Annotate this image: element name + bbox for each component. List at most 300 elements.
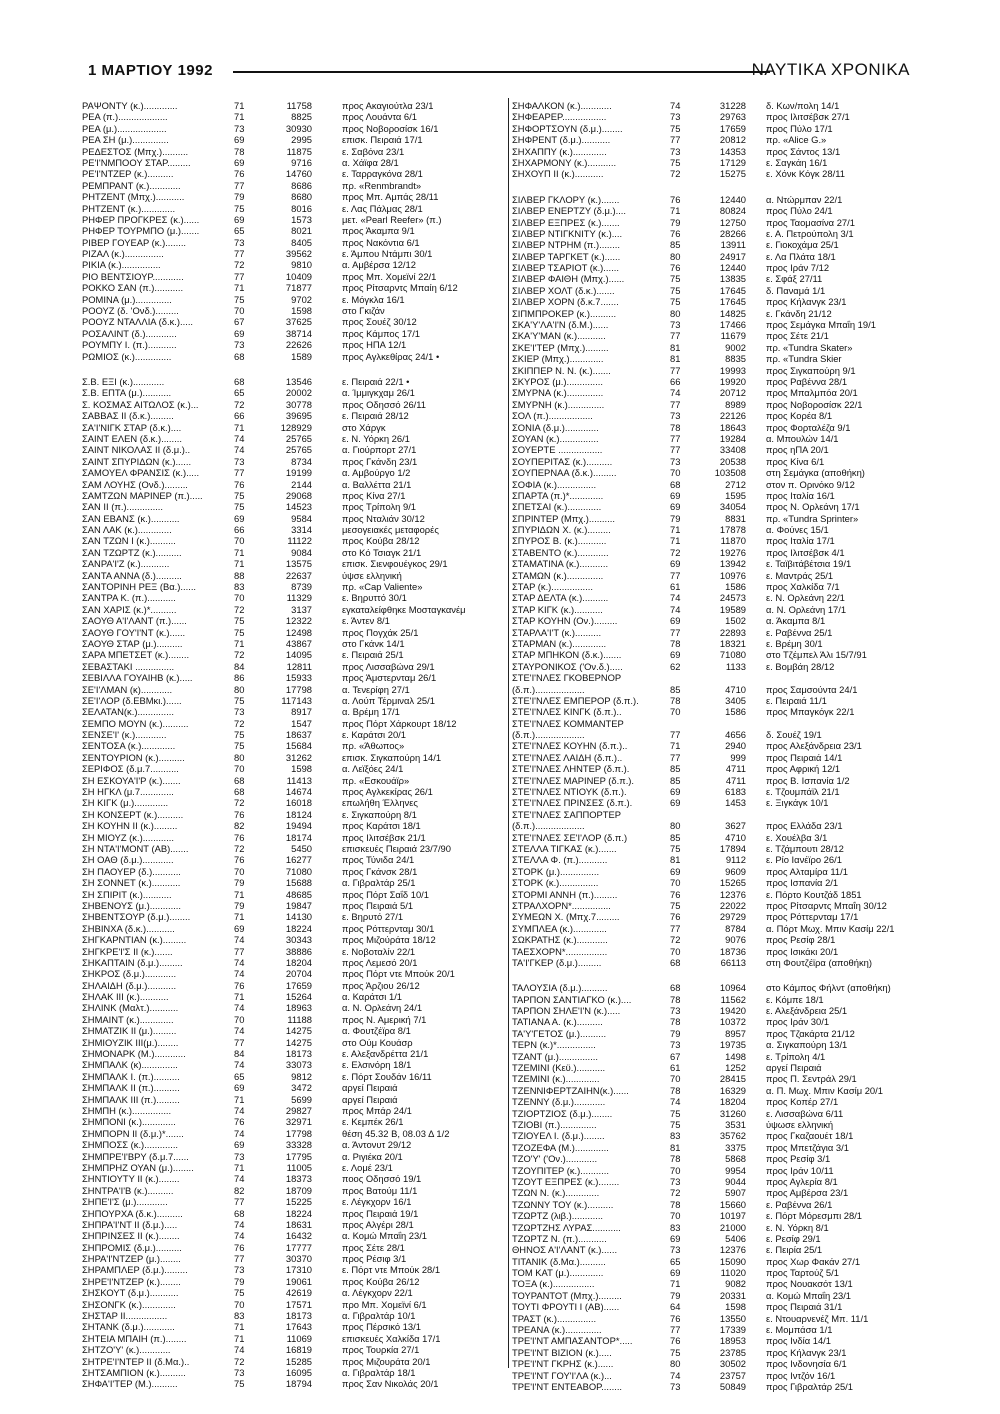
build-year: 72 <box>670 546 681 558</box>
tonnage: 10197 <box>719 1210 746 1222</box>
ship-name: ΤΖΕΝΝΥ (δ.μ.)............ <box>512 1096 606 1108</box>
position-note: ε. Μόγκλα 16/1 <box>342 293 405 305</box>
ship-name: ΣΕΜΠΟ ΜΟΥΝ (κ.).......... <box>82 717 189 729</box>
ship-name: (δ.π.)................... <box>512 683 585 695</box>
ship-row <box>512 1256 930 1267</box>
ship-row <box>82 661 502 672</box>
tonnage: 11005 <box>286 1161 312 1173</box>
ship-name: ΡΕΜΠΡΑΝΤ (κ.)............ <box>82 179 181 191</box>
tonnage: 38886 <box>285 945 312 957</box>
ship-row <box>82 123 502 134</box>
tonnage: 23785 <box>719 1346 746 1358</box>
build-year: 70 <box>234 1298 245 1310</box>
position-note: ε. Ρεσίφ 29/1 <box>766 1232 821 1244</box>
tonnage: 19420 <box>719 1005 746 1017</box>
left-column <box>82 100 502 1390</box>
ship-name: ΣΙΛΒΕΡ ΧΟΡΝ (δ.κ.7....... <box>512 296 619 308</box>
tonnage: 15660 <box>719 1198 746 1210</box>
ship-name: ΣΤΕ'Ι'ΝΛΕΣ ΝΤΙΟΥΚ (δ.π.). <box>512 786 627 798</box>
ship-row <box>512 832 930 843</box>
tonnage: 50849 <box>719 1380 746 1392</box>
build-year: 71 <box>234 111 245 123</box>
ship-row <box>512 1062 930 1073</box>
ship-row <box>82 980 502 991</box>
build-year: 76 <box>234 854 245 866</box>
ship-name: ΣΗΣΟΝΓΚ (κ.)............. <box>82 1298 176 1310</box>
position-note: προς Σέτε 28/1 <box>342 1241 405 1253</box>
build-year: 79 <box>234 877 245 889</box>
position-note: προς Ιλιτσέβσκ 4/1 <box>766 546 845 558</box>
tonnage: 15684 <box>285 740 312 752</box>
tonnage: 9076 <box>725 934 746 946</box>
ship-name: ΣΤΡΑΛΧΟΡΝ*............... <box>512 899 611 911</box>
ship-row <box>82 1173 502 1184</box>
tonnage: 18631 <box>285 1218 312 1230</box>
ship-name: ΣΑΜ ΛΟΥΗΣ (Ονδ.)......... <box>82 478 188 490</box>
position-note: ε. Σαβόνα 23/1 <box>342 145 405 157</box>
ship-name: ΣΙΠΜΠΡΟΚΕΡ (κ.).......... <box>512 307 617 319</box>
tonnage: 9584 <box>291 512 312 524</box>
build-year: 76 <box>234 808 245 820</box>
ship-name: ΣΗ ΠΑΟΥΕΡ (δ.)........... <box>82 865 181 877</box>
ship-name: ΣΑ'Ι'ΝΙΓΚ ΣΤΑΡ (δ.κ.).... <box>82 421 182 433</box>
position-note: προς Ιλιτσέβσκ 21/1 <box>342 831 426 843</box>
ship-row <box>512 843 930 854</box>
ship-row <box>512 558 930 569</box>
tonnage: 1573 <box>291 213 312 225</box>
ship-name: ΣΜΥΡΝΑ (κ.).............. <box>512 387 604 399</box>
position-note: προς Νοβοροσίσκ 22/1 <box>766 398 863 410</box>
build-year <box>670 718 698 729</box>
build-year: 85 <box>670 239 681 251</box>
tonnage: 12498 <box>285 626 312 638</box>
ship-row <box>512 285 930 296</box>
position-note: ε. Αλεξάνδρεια 25/1 <box>766 1005 848 1017</box>
ship-row <box>512 982 930 993</box>
tonnage: 15265 <box>719 877 746 889</box>
ship-name: ΣΙΛΒΕΡ ΝΤΡΗΜ (π.)........ <box>512 239 620 251</box>
ship-name: ΡΑΨΟΝΤΥ (κ.)............. <box>82 100 178 111</box>
build-year: 71 <box>670 740 681 752</box>
build-year: 74 <box>670 603 681 615</box>
ship-row <box>82 1082 502 1093</box>
tonnage: 9702 <box>291 293 312 305</box>
build-year: 74 <box>234 432 245 444</box>
ship-name: ΣΚΑ'Υ'ΜΑΝ (κ.)........... <box>512 330 606 342</box>
ship-row <box>512 866 930 877</box>
build-year: 68 <box>670 956 681 968</box>
build-year: 72 <box>234 1355 245 1367</box>
tonnage: 20331 <box>719 1289 746 1301</box>
ship-row <box>512 1096 930 1107</box>
ship-row <box>82 294 502 305</box>
tonnage: 19589 <box>719 603 746 615</box>
tonnage: 22637 <box>285 569 312 581</box>
position-note: προς Μπάρ 24/1 <box>342 1104 412 1116</box>
ship-row <box>512 251 930 262</box>
tonnage: 5868 <box>725 1153 746 1165</box>
position-note: αργεί Πειραιά <box>766 1062 822 1074</box>
build-year: 78 <box>670 1198 681 1210</box>
build-year: 79 <box>234 1275 245 1287</box>
tonnage: 5907 <box>725 1187 746 1199</box>
ship-name: ΡΗΦΕΡ ΠΡΟΓΚΡΕΣ (κ.)...... <box>82 213 200 225</box>
ship-row <box>512 615 930 626</box>
build-year: 78 <box>670 1084 681 1096</box>
tonnage: 35762 <box>719 1130 746 1142</box>
build-year: 72 <box>234 398 245 410</box>
ship-name: ΣΗΜΑΙΝΤ (κ.)............. <box>82 1013 174 1025</box>
tonnage: 19735 <box>719 1039 746 1051</box>
position-note: προς Κούβα 28/12 <box>342 535 420 547</box>
ship-name: ΣΟΥΑΝ (κ.)............... <box>512 432 599 444</box>
tonnage: 17129 <box>719 156 746 168</box>
position-note: προς Ρόττερνταμ 17/1 <box>766 911 859 923</box>
position-note: προς Νακόντια 6/1 <box>342 236 420 248</box>
tonnage: 17643 <box>285 1321 312 1333</box>
build-year: 68 <box>234 375 245 387</box>
ship-name: ΣΤΕ'Ι'ΝΛΕΣ ΛΗΝΤΕΡ (δ.π.). <box>512 763 630 775</box>
tonnage: 19199 <box>285 467 312 479</box>
ship-row <box>82 168 502 179</box>
ship-name: ΤΖΕΝΝΙΦΕΡΤΖΑΙΗΝ(κ.)...... <box>512 1084 629 1096</box>
ship-name: ΣΗ ΝΤΑ'Ι'ΜΟΝΤ (ΑΒ)....... <box>82 843 189 854</box>
ship-name: ΣΜΥΡΝΗ (κ.).............. <box>512 398 605 410</box>
ship-name: ΣΗΛΑΚ ΙΙΙ (κ.)........... <box>82 991 169 1003</box>
build-year: 69 <box>234 134 245 146</box>
build-year: 65 <box>670 1255 681 1267</box>
ship-name: ΣΤΑΥΡΟΝΙΚΟΣ ('Ον.δ.)..... <box>512 660 623 672</box>
ship-name: ΣΗΝΤΙΟΥΤΥ ΙΙ (κ.)........ <box>82 1173 180 1185</box>
position-note: ε. Πόρτ Σουδάν 16/11 <box>342 1070 432 1082</box>
build-year: 70 <box>670 1210 681 1222</box>
ship-row <box>512 1335 930 1346</box>
ship-row <box>512 854 930 865</box>
ship-name: ΣΗ ΗΓΚΛ (μ.7............. <box>82 786 174 798</box>
tonnage: 24917 <box>719 250 746 262</box>
position-note: θέση 45.32 Β, 08.03 Δ 1/2 <box>342 1127 450 1139</box>
build-year: 73 <box>234 1150 245 1162</box>
tonnage: 1595 <box>725 489 746 501</box>
ship-row <box>512 604 930 615</box>
ship-name: ΣΗ ΚΟΝΣΕΡΤ (κ.).......... <box>82 808 184 820</box>
build-year: 70 <box>670 706 681 718</box>
position-note: προς Ταρτούζ 5/1 <box>766 1267 839 1279</box>
ship-name: ΣΟΥΠΕΡΝΑΑ (δ.κ.)......... <box>512 467 617 479</box>
build-year: 82 <box>234 1184 245 1196</box>
build-year: 78 <box>670 993 681 1005</box>
build-year: 70 <box>670 467 681 479</box>
tonnage: 18709 <box>285 1184 312 1196</box>
tonnage: 37625 <box>285 316 312 328</box>
position-note: προς Ρεσίφ 28/1 <box>766 934 836 946</box>
position-note: προς Γκαζαουέτ 18/1 <box>766 1130 854 1142</box>
ship-name: ΣΚΥΡΟΣ (μ.).............. <box>512 375 603 387</box>
ship-row <box>512 1051 930 1062</box>
ship-row <box>82 501 502 512</box>
ship-row <box>82 672 502 683</box>
ship-name: ΣΑΝ ΧΑΡΙΣ (κ.)*.......... <box>82 603 177 615</box>
tonnage: 10409 <box>285 270 312 282</box>
ship-name: ΡΕ'Ι'ΝΜΠΟΟΥ ΣΤΑΡ......... <box>82 156 191 168</box>
tonnage: 1453 <box>725 797 746 809</box>
build-year: 73 <box>670 1005 681 1017</box>
ship-row <box>512 1176 930 1187</box>
position-note: ε. Γιοκοχάμα 25/1 <box>766 239 839 251</box>
ship-name: ΣΗΜΠΗ (κ.)............... <box>82 1104 172 1116</box>
tonnage: 11413 <box>286 774 312 786</box>
ship-name: ΡΙΒΕΡ ΓΟΥΕΑΡ (κ.)........ <box>82 236 187 248</box>
build-year: 74 <box>234 444 245 456</box>
ship-row <box>512 695 930 706</box>
ship-name: ΤΑΡΠΟΝ ΣΑΝΤΙΑΓΚΟ (κ.).... <box>512 993 632 1005</box>
ship-name: ΣΕ'Ι'ΛΟΡ (δ.ΕΒΜκι.)...... <box>82 694 182 706</box>
ship-row <box>82 1128 502 1139</box>
build-year: 80 <box>670 250 681 262</box>
tonnage: 19276 <box>719 546 746 558</box>
build-year: 69 <box>234 213 245 225</box>
build-year: 69 <box>234 1082 245 1094</box>
ship-row <box>512 649 930 660</box>
build-year: 73 <box>670 1380 681 1392</box>
build-year: 71 <box>234 546 245 558</box>
build-year: 69 <box>670 786 681 798</box>
ship-name: ΤΖΟ'Υ' ('Ον.)............ <box>512 1153 598 1165</box>
build-year: 68 <box>234 350 245 362</box>
tonnage: 1252 <box>725 1062 746 1074</box>
build-year: 80 <box>670 820 681 832</box>
ship-name: ΣΤΑΒΕΝΤΟ (κ.)............ <box>512 546 609 558</box>
position-note: α. Άντονυτ 29/12 <box>342 1139 412 1151</box>
ship-row <box>82 684 502 695</box>
position-note: προς Λουάντα 6/1 <box>342 111 417 123</box>
position-note: προς Μιζούράτα 18/12 <box>342 934 436 946</box>
tonnage: 999 <box>730 751 746 763</box>
position-note: επισκευές Πειραιά 23/7/90 <box>342 843 451 854</box>
ship-row <box>512 1278 930 1289</box>
build-year: 75 <box>234 501 245 513</box>
ship-row <box>512 797 930 808</box>
ship-row <box>512 752 930 763</box>
ship-row <box>512 946 930 957</box>
ship-name: ΣΑΜΤΖΩΝ ΜΑΡΙΝΕΡ (π.)..... <box>82 489 203 501</box>
position-note: προς Ιράν 7/12 <box>766 262 830 274</box>
tonnage: 18794 <box>285 1378 312 1390</box>
tonnage: 39695 <box>285 410 312 422</box>
tonnage: 12440 <box>719 262 746 274</box>
ship-name: ΣΗΛΙΝΚ (Μαλτ.)........... <box>82 1002 179 1014</box>
tonnage: 11188 <box>287 1013 312 1025</box>
build-year: 78 <box>670 1153 681 1165</box>
ship-row <box>82 1116 502 1127</box>
position-note: ε. Ελσινόρη 18/1 <box>342 1059 412 1071</box>
build-year: 80 <box>234 751 245 763</box>
tonnage: 31260 <box>719 1107 746 1119</box>
tonnage: 12376 <box>719 888 746 900</box>
ship-name: ΤΖΩΡΤΖ Ν. (π.)........... <box>512 1232 607 1244</box>
ship-row <box>82 706 502 717</box>
ship-name: ΤΡΕ'Ι'ΝΤ ΕΝΤΕΑΒΟΡ........ <box>512 1380 623 1392</box>
ship-row <box>82 1037 502 1048</box>
tonnage: 12811 <box>286 660 312 672</box>
ship-name: ΣΕΒΙΛΛΑ ΓΟΥΑΙΗΒ (κ.)..... <box>82 672 193 684</box>
tonnage: 18173 <box>285 1048 312 1060</box>
build-year: 71 <box>234 1161 245 1173</box>
position-note: προς Κοπέρ 27/1 <box>766 1096 839 1108</box>
tonnage: 5699 <box>291 1093 312 1105</box>
tonnage: 1598 <box>291 305 312 317</box>
build-year: 74 <box>234 1104 245 1116</box>
ship-row <box>82 433 502 444</box>
build-year: 81 <box>670 854 681 866</box>
ship-name: ΣΗΧΑΠΠΥ (κ.)............. <box>512 145 607 157</box>
tonnage: 18173 <box>285 1310 312 1322</box>
ship-name: ΣΤΟΡΚ (κ.)............... <box>512 877 599 889</box>
build-year: 80 <box>670 1358 681 1370</box>
ship-name: ΤΡΕΑΝΑ (κ.).............. <box>512 1324 602 1336</box>
ship-row <box>512 365 930 376</box>
position-note: ε. Ν. Υόρκη 8/1 <box>766 1221 829 1233</box>
build-year: 65 <box>234 387 245 399</box>
position-note: α. Γιούρπορτ 27/1 <box>342 444 417 456</box>
ship-name: ΣΤΕ'Ι'ΝΛΕΣ ΛΑΙΔΗ (δ.π.).. <box>512 751 623 763</box>
build-year: 84 <box>234 660 245 672</box>
ship-row <box>512 1073 930 1084</box>
position-note: ε. Ντουαρνενέζ Μπ. 11/1 <box>766 1312 869 1324</box>
ship-name: ΣΩΚΡΑΤΗΣ (κ.)............ <box>512 934 608 946</box>
build-year: 75 <box>670 1118 681 1130</box>
position-note: στο Χάργκ <box>342 421 386 433</box>
ship-row <box>512 1028 930 1039</box>
tonnage: 33408 <box>719 444 746 456</box>
position-note: ε. Ραβέννα 26/1 <box>766 1198 833 1210</box>
position-note: προς Αλγέρι 28/1 <box>342 1218 414 1230</box>
position-note: ε. Τρίπολη 4/1 <box>766 1050 826 1062</box>
position-note: προς Ιντζόν 16/1 <box>766 1369 836 1381</box>
tonnage: 1547 <box>291 717 312 729</box>
position-note: προς Σάντος 13/1 <box>766 145 841 157</box>
position-note: ε. Ν. Ορλεάνη 22/1 <box>766 592 845 604</box>
ship-row <box>512 456 930 467</box>
position-note: α. Κομώ Μπαΐη 23/1 <box>766 1289 852 1301</box>
build-year: 75 <box>670 843 681 854</box>
position-note: ε. Λομέ 23/1 <box>342 1161 393 1173</box>
ship-name: ΡΟΜΙΝΑ (μ.).............. <box>82 293 172 305</box>
build-year: 77 <box>234 1036 245 1048</box>
build-year: 69 <box>670 489 681 501</box>
build-year: 74 <box>670 592 681 604</box>
position-note: δ. Παναμά 1/1 <box>766 284 826 296</box>
ship-name: ΣΤΕ'Ι'ΝΛΕΣ ΠΡΙΝΣΕΣ (δ.π.). <box>512 797 633 809</box>
ship-name: ΡΗΤΖΕΝΤ (Μπχ.)........... <box>82 191 185 203</box>
tonnage: 9810 <box>291 259 312 271</box>
position-note: ε. Μομπάσα 1/1 <box>766 1324 833 1336</box>
build-year: 74 <box>234 1059 245 1071</box>
tonnage: 20538 <box>719 455 746 467</box>
tonnage: 8739 <box>291 581 312 593</box>
build-year: 68 <box>670 982 681 994</box>
ship-name: ΣΤΕ'Ι'ΝΛΕΣ ΚΟΜΜΑΝΤΕΡ <box>512 717 624 729</box>
tonnage: 71080 <box>285 865 312 877</box>
ship-row <box>512 1290 930 1301</box>
tonnage: 6183 <box>725 786 746 798</box>
tonnage: 12376 <box>719 1244 746 1256</box>
position-note: α. Χάϊφα 28/1 <box>342 156 399 168</box>
tonnage: 25765 <box>285 444 312 456</box>
tonnage: 18124 <box>285 808 312 820</box>
ship-row <box>82 399 502 410</box>
position-note: α. Ριγιέκα 20/1 <box>342 1150 403 1162</box>
ship-row <box>82 305 502 316</box>
position-note: προς ηΠΑ 20/1 <box>766 444 829 456</box>
position-note: ε. Λέγκχορν 16/1 <box>342 1196 412 1208</box>
build-year: 76 <box>670 193 681 205</box>
position-note: προς Ρέσιφ 3/1 <box>342 1253 407 1265</box>
tonnage: 8405 <box>291 236 312 248</box>
ship-row <box>82 191 502 202</box>
ship-row <box>82 786 502 797</box>
tonnage: 8957 <box>725 1027 746 1039</box>
tonnage: 14275 <box>285 1036 312 1048</box>
ship-row <box>82 376 502 387</box>
position-note: προς Ισικάκι 20/1 <box>766 945 839 957</box>
ship-name: ΣΗΡΑ'Ι'ΝΤΖΕΡ (μ.)........ <box>82 1253 181 1265</box>
position-note: προς Μπ. Αμπάς 28/11 <box>342 191 439 203</box>
position-note: ε. Ταρραγκόνα 28/1 <box>342 168 423 180</box>
build-year: 77 <box>234 270 245 282</box>
position-note: ε. Τζουμπάϊλ 21/1 <box>766 786 840 798</box>
ship-name: ΣΗΤΣΑΜΠΙΟΝ (κ.).......... <box>82 1366 186 1378</box>
build-year: 72 <box>234 603 245 615</box>
tonnage: 5450 <box>291 843 312 854</box>
ship-row <box>82 1287 502 1298</box>
ship-row <box>82 328 502 339</box>
build-year: 69 <box>670 865 681 877</box>
ship-name: ΤΑ'Ι'ΓΚΕΡ (δ.μ.)......... <box>512 956 602 968</box>
build-year: 71 <box>234 282 245 294</box>
tonnage: 11679 <box>720 330 746 342</box>
tonnage: 10964 <box>719 982 746 994</box>
tonnage: 3627 <box>725 820 746 832</box>
build-year: 70 <box>670 1073 681 1085</box>
position-note: αργεί Πειραιά <box>342 1082 398 1094</box>
ship-name: ΣΗΜΠΟΣΣ (κ.)............. <box>82 1139 179 1151</box>
ship-row <box>512 809 930 820</box>
ship-name: ΣΗΦΑΛΚΟΝ (κ.)............ <box>512 100 612 111</box>
build-year: 74 <box>234 1230 245 1242</box>
tonnage: 16095 <box>285 1366 312 1378</box>
position-note: προς Νταλιάν 30/12 <box>342 512 425 524</box>
tonnage: 14095 <box>285 649 312 661</box>
ship-name: ΣΗΜΠΟΡΝ ΙΙ (δ.μ.)*....... <box>82 1127 184 1139</box>
ship-row <box>512 1187 930 1198</box>
tonnage: 8680 <box>291 191 312 203</box>
position-note: προς Αλταμίρα 11/1 <box>766 865 848 877</box>
position-note: προς Ν. Ορλεάνη 17/1 <box>766 501 860 513</box>
position-note: προς Ιράν 10/11 <box>766 1164 834 1176</box>
ship-name: ΤΖΙΟΡΤΖΙΟΣ (δ.μ.)........ <box>512 1107 613 1119</box>
ship-row <box>82 1276 502 1287</box>
tonnage: 1586 <box>725 581 746 593</box>
ship-row <box>82 1321 502 1332</box>
position-note: ε. Πειραιά 11/1 <box>766 694 827 706</box>
position-note: προς Αμβέρσα 23/1 <box>766 1187 849 1199</box>
ship-row <box>82 1196 502 1207</box>
position-note: προς Πόρτ ντε Μπούκ 20/1 <box>342 968 455 980</box>
build-year: 77 <box>234 1253 245 1265</box>
ship-row <box>82 1264 502 1275</box>
ship-name: ΣΤΑΡ ΚΙΓΚ (κ.)........... <box>512 603 603 615</box>
